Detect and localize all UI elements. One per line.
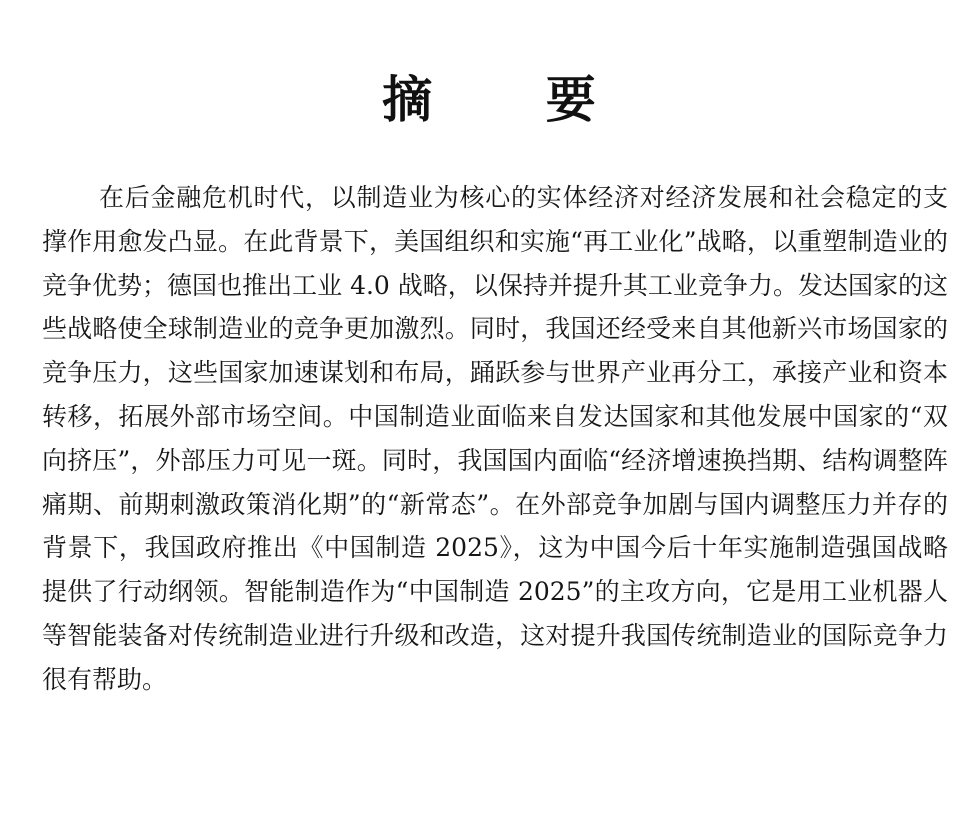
page-title: 摘 要 xyxy=(382,69,644,129)
abstract-paragraph: 在后金融危机时代，以制造业为核心的实体经济对经济发展和社会稳定的支撑作用愈发凸显。在此背景下，美国组织和实施“再工业化”战略，以重塑制造业的竞争优势；德国也推出工业 4.0 战略，以保持并提升其工业竞争力。发达国家的这些战略使全球制造业的竞争更加激烈。同时，我国还经受来自其他新兴市场国家的竞争压力，这些国家加速谋划和布局，踊跃参与世界产业再分工，承接产业和资本转移，拓展外部市场空间。中国制造业面临来自发达国家和其他发展中国家的“双向挤压”，外部压力可见一斑。同时，我国国内面临“经济增速换挡期、结构调整阵痛期、前期刺激政策消化期”的“新常态”。在外部竞争加剧与国内调整压力并存的背景下，我国政府推出《中国制造 2025》，这为中国今后十年实施制造强国战略提供了行动纲领。智能制造作为“中国制造 2025”的主攻方向，它是用工业机器人等智能装备对传统制造业进行升级和改造，这对提升我国传统制造业的国际竞争力很有帮助。 xyxy=(42,183,948,694)
